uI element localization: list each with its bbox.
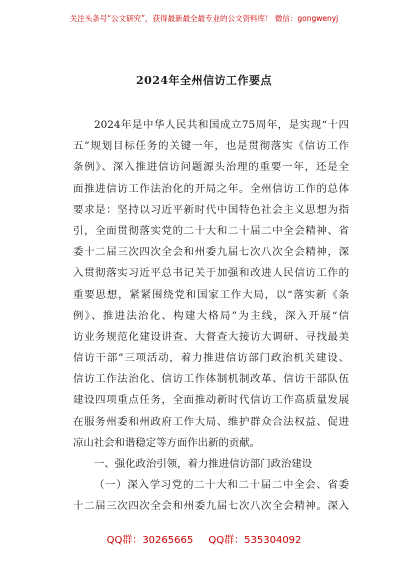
text-line: 在服务州委和州政府工作大局、维护群众合法权益、促进	[73, 415, 349, 428]
document-title: 2024年全州信访工作要点	[135, 74, 273, 87]
text-line: 访业务规范化建设讲查、大督查大接访大调研、寻找最美	[73, 330, 349, 343]
text-line: 要求是：坚持以习近平新时代中国特色社会主义思想为指	[73, 203, 349, 216]
text-line: 建设四项重点任务，全面推动新时代信访工作高质量发展	[73, 394, 349, 407]
document-body	[73, 115, 349, 518]
footer-qq-group-2: QQ群：535304092	[208, 535, 302, 546]
text-line: 委十二届三次四次全会和州委九届七次八次全会精神，深	[73, 246, 349, 259]
header-banner: 关注头条号“公文研究”，获得最新最全最专业的公文资料库！ 微信：gongwenyj	[69, 14, 339, 23]
text-line: 条例》、深入推进信访问题源头治理的重要一年，还是全	[73, 161, 349, 174]
text-line: （一）深入学习党的二十大和二十届二中全会、省委	[94, 479, 349, 492]
text-line: 信访干部”三项活动，着力推进信访部门政治机关建设、	[73, 352, 349, 365]
text-line: 十二届三次四次全会和州委九届七次八次全会精神。深入	[73, 500, 349, 513]
text-line: 例》、推进法治化、构建大格局”为主线，深入开展“信	[73, 309, 349, 322]
text-line: 入贯彻落实习近平总书记关于加强和改进人民信访工作的	[73, 267, 349, 280]
text-line: 信访工作法治化、信访工作体制机制改革、信访干部队伍	[73, 373, 349, 386]
text-line: 重要思想，紧紧围绕党和国家工作大局，以“落实新《条	[73, 288, 349, 301]
text-line: 引，全面贯彻落实党的二十大和二十届二中全会精神、省	[73, 224, 349, 237]
footer	[0, 531, 408, 546]
text-line: 凉山社会和谐稳定等方面作出新的贡献。	[73, 436, 261, 449]
text-line: 面推进信访工作法治化的开局之年。全州信访工作的总体	[73, 182, 349, 195]
text-line: 2024年是中华人民共和国成立75周年，是实现“十四	[94, 119, 349, 131]
text-line: 五”规划目标任务的关键一年，也是贯彻落实《信访工作	[73, 140, 349, 153]
text-line: 一、强化政治引领，着力推进信访部门政治建设	[94, 458, 313, 470]
footer-qq-group-1: QQ群：30265665	[106, 535, 194, 546]
